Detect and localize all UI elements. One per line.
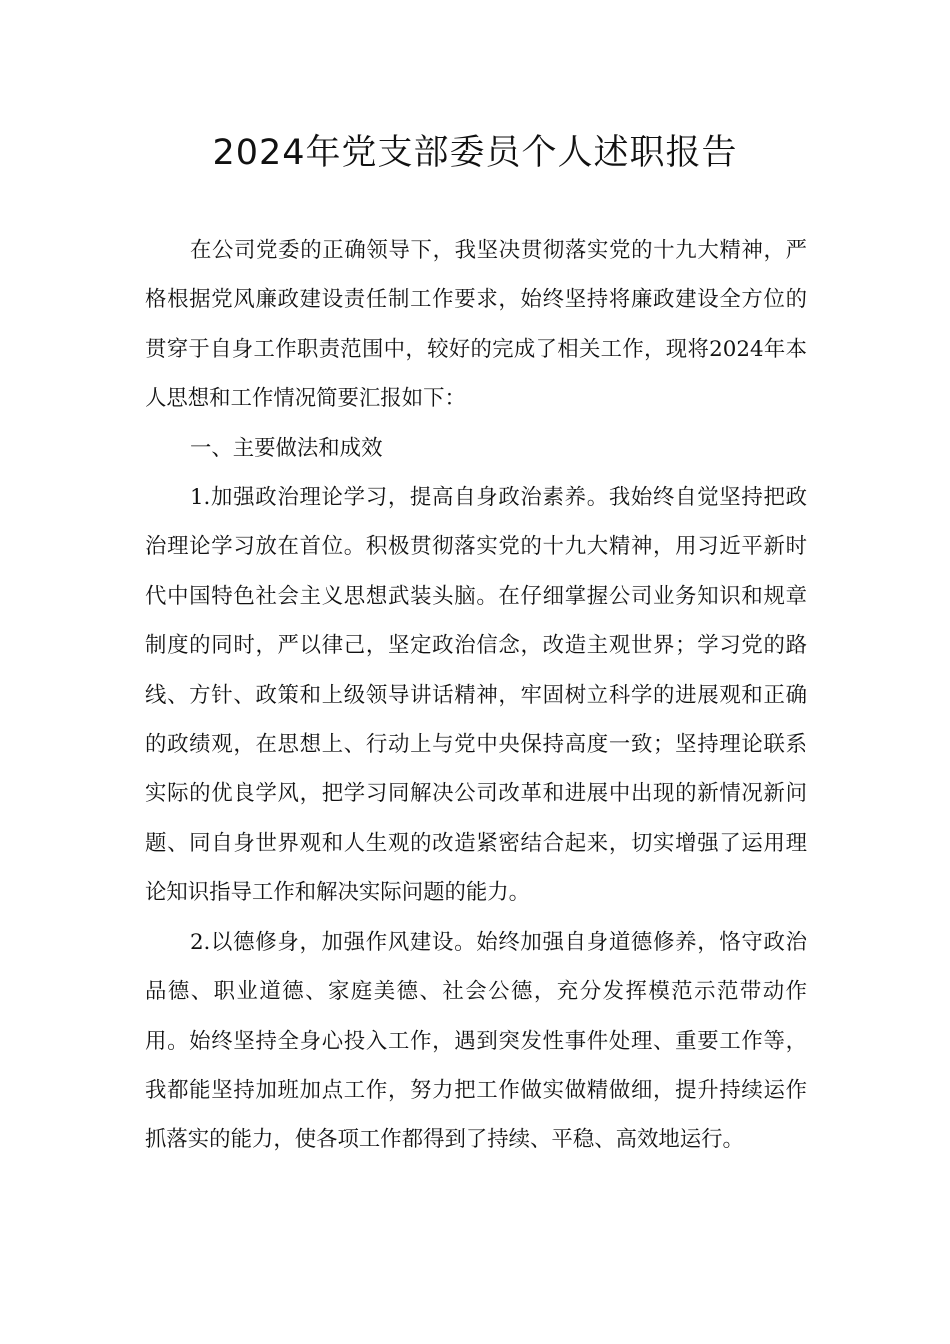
document-body [145,226,807,1165]
document-title: 2024年党支部委员个人述职报告 [212,133,738,173]
point-2-paragraph: 2.以德修身，加强作风建设。始终加强自身道德修养，恪守政治品德、职业道德、家庭美德、社会公德，充分发挥模范示范带动作用。始终坚持全身心投入工作，遇到突发性事件处理、重要工作等，我都能坚持加班加点工作，努力把工作做实做精做细，提升持续运作抓落实的能力，使各项工作都得到了持续、平稳、高效地运行。 [145,929,807,1153]
point-1-paragraph: 1.加强政治理论学习，提高自身政治素养。我始终自觉坚持把政治理论学习放在首位。积极贯彻落实党的十九大精神，用习近平新时代中国特色社会主义思想武装头脑。在仔细掌握公司业务知识和规章制度的同时，严以律己，坚定政治信念，改造主观世界；学习党的路线、方针、政策和上级领导讲话精神，牢固树立科学的进展观和正确的政绩观，在思想上、行动上与党中央保持高度一致；坚持理论联系实际的优良学风，把学习同解决公司改革和进展中出现的新情况新问题、同自身世界观和人生观的改造紧密结合起来，切实增强了运用理论知识指导工作和解决实际问题的能力。 [145,485,807,906]
intro-paragraph: 在公司党委的正确领导下，我坚决贯彻落实党的十九大精神，严格根据党风廉政建设责任制工作要求，始终坚持将廉政建设全方位的贯穿于自身工作职责范围中，较好的完成了相关工作，现将2024年本人思想和工作情况简要汇报如下： [145,238,807,412]
section-heading: 一、主要做法和成效 [189,435,383,461]
